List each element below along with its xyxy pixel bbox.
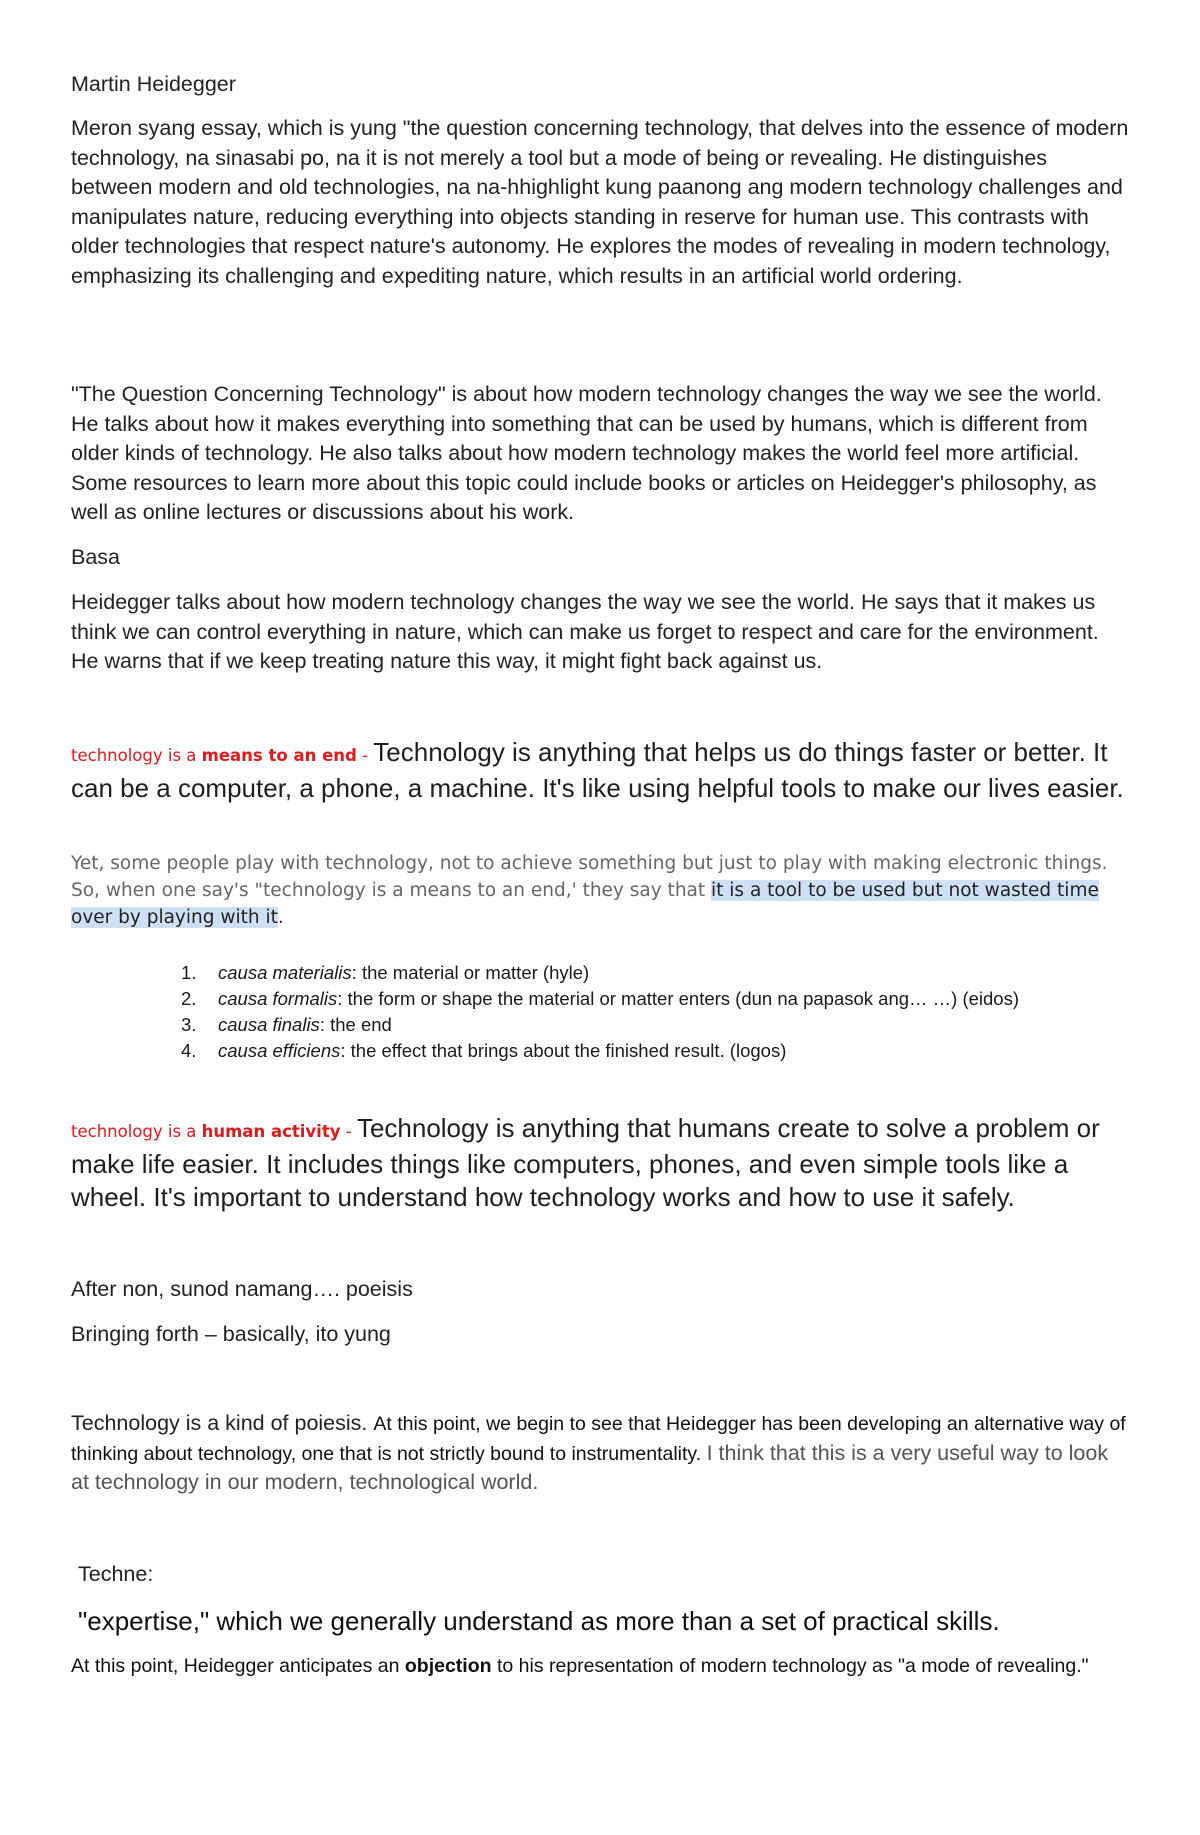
paragraph-objection: At this point, Heidegger anticipates an objection to his representation of modern technology as "a mode of revealing." [71,1655,1089,1677]
means-text: Technology is anything that helps us do things faster or better. It can be a computer, a phone, a machine. It's like using helpful tools to make our lives easier. [71,737,1124,803]
paragraph-essay-summary: Meron syang essay, which is yung "the question concerning technology, that delves into the essence of modern technology, na sinasabi po, na it is not merely a tool but a mode of being or revealing. He distinguishes between modern and old technologies, na na-hhighlight kung paanong ang modern technology challenges and manipulates nature, reducing everything into objects standing in reserve for human use. This contrasts with older technologies that respect nature's autonomy. He explores the modes of revealing in modern technology, emphasizing its challenging and expediting nature, which results in an artificial world ordering. [71,116,1129,288]
list-item: 4. causa efficiens: the effect that brings about the finished result. (logos) [181,1040,787,1061]
highlighted-text: it is a tool to be used but not wasted time over by playing with it [71,880,1099,928]
techne-label: Techne: [78,1562,154,1586]
doc-title: Martin Heidegger [71,72,236,96]
four-causes-list [71,960,1131,1064]
list-item: 3. causa finalis: the end [181,1014,392,1035]
human-activity-label: technology is a human activity - [71,1122,357,1141]
list-item: 1. causa materialis: the material or matter (hyle) [181,962,590,983]
human-activity-text: Technology is anything that humans create to solve a problem or make life easier. It includes things like computers, phones, and even simple tools like a wheel. It's important to understand how technology works and how to use it safely. [71,1113,1100,1212]
means-label: technology is a means to an end - [71,746,374,765]
paragraph-heidegger-talks: Heidegger talks about how modern technology changes the way we see the world. He says that it makes us think we can control everything in nature, which can make us forget to respect and care for the environment. He warns that if we keep treating nature this way, it might fight back against us. [71,590,1099,673]
basa-label: Basa [71,545,121,569]
expertise-line: "expertise," which we generally understand as more than a set of practical skills. [78,1606,1000,1636]
list-item: 2. causa formalis: the form or shape the material or matter enters (dun na papasok ang… …) (eidos) [181,988,1020,1009]
after-non-line: After non, sunod namang…. poeisis [71,1277,413,1301]
paragraph-poiesis: Technology is a kind of poiesis. At this point, we begin to see that Heidegger has been developing an alternative way of thinking about technology, one that is not strictly bound to instrumentality. I think that this is a very useful way to look at technology in our modern, technological world. [71,1411,1126,1494]
paragraph-question-concerning: "The Question Concerning Technology" is about how modern technology changes the way we see the world. He talks about how it makes everything into something that can be used by humans, which is different from older kinds of technology. He also talks about how modern technology makes the world feel more artificial. Some resources to learn more about this topic could include books or articles on Heidegger's philosophy, as well as online lectures or discussions about his work. [71,382,1102,524]
paragraph-yet: Yet, some people play with technology, not to achieve something but just to play with making electronic things. So, when one say's "technology is a means to an end,' they say that it is a tool to be used but not wasted time over by playing with it. [71,853,1108,928]
paragraph-human-activity [71,1112,1131,1214]
bringing-forth-line: Bringing forth – basically, ito yung [71,1322,391,1346]
paragraph-means-to-end [71,736,1131,805]
